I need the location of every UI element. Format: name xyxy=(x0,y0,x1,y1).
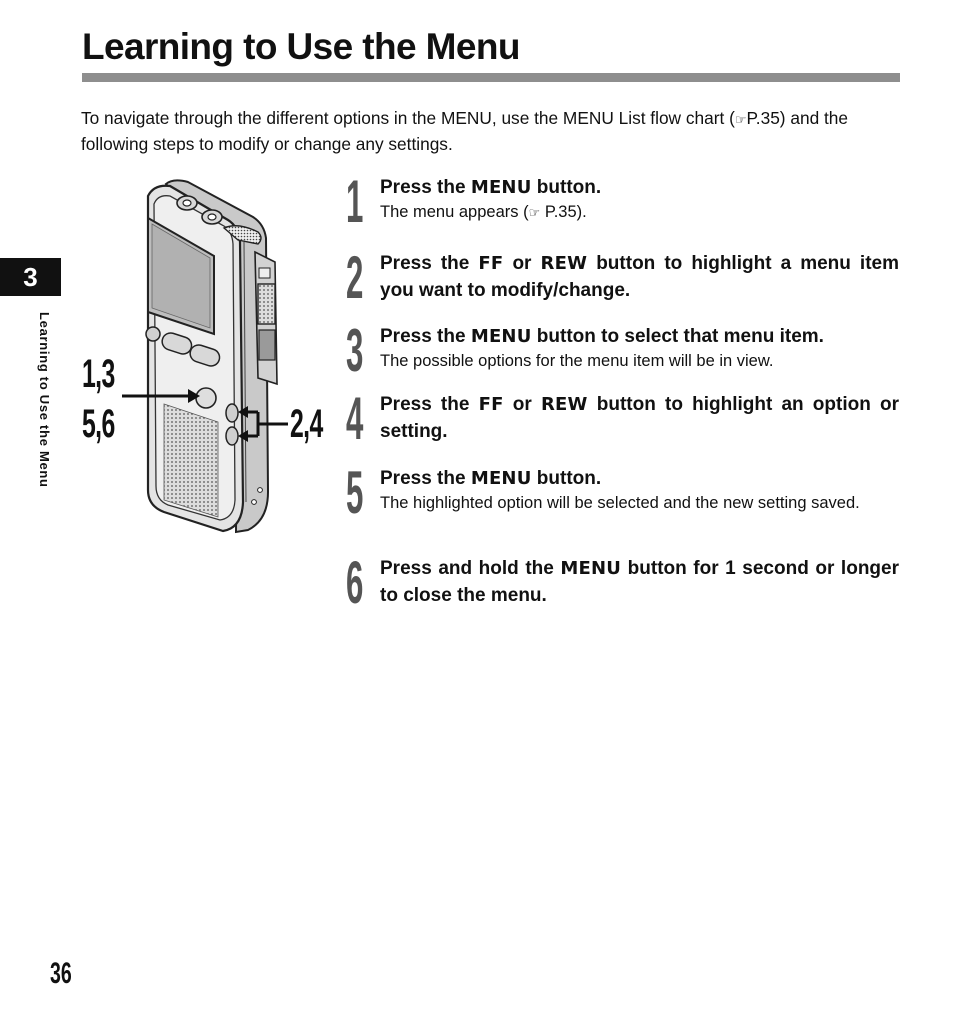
chapter-side-label: Learning to Use the Menu xyxy=(37,312,52,488)
callout-steps-5-6: 5,6 xyxy=(82,402,115,446)
step-heading-text: button to highlight a menu item you want to modify/change. xyxy=(380,253,900,301)
step-number: 4 xyxy=(346,385,364,452)
step-heading xyxy=(380,555,899,609)
step-number: 5 xyxy=(346,459,364,526)
step-note: The highlighted option will be selected and the new setting saved. xyxy=(380,494,860,512)
step-number: 6 xyxy=(346,549,364,616)
page-title: Learning to Use the Menu xyxy=(82,26,520,67)
step-note: The possible options for the menu item will be in view. xyxy=(380,352,774,370)
recorder-figure xyxy=(78,172,340,537)
step-heading xyxy=(380,391,899,445)
button-keyword-menu: MENU xyxy=(470,177,532,198)
step-heading-text: or xyxy=(503,253,541,274)
step-heading-text: Press the xyxy=(380,326,471,347)
button-keyword-ff: FF xyxy=(478,253,504,274)
step-heading-text: button to select that menu item. xyxy=(531,326,824,347)
step-note xyxy=(380,201,899,224)
chapter-tab: 3 xyxy=(0,258,61,296)
step-heading-text: Press the xyxy=(380,177,471,198)
step-heading-text: button for 1 second or longer to close the menu. xyxy=(380,558,899,606)
step-heading-text: button. xyxy=(531,177,602,198)
step-heading-text: Press the xyxy=(380,253,479,274)
step-number: 3 xyxy=(346,317,364,384)
step-note-end: P.35). xyxy=(540,203,587,221)
button-keyword-menu: MENU xyxy=(470,468,532,489)
step-heading-text: Press and hold the xyxy=(380,558,561,579)
voice-recorder-illustration xyxy=(78,172,340,537)
intro-paragraph xyxy=(81,106,901,156)
step-number: 2 xyxy=(346,244,364,311)
step-heading-text: Press the xyxy=(380,468,471,489)
page-number: 36 xyxy=(50,957,72,990)
step-heading xyxy=(380,465,899,492)
step-number: 1 xyxy=(346,168,364,235)
step-heading-text: button. xyxy=(531,468,602,489)
intro-text-start: To navigate through the different options in the MENU, use the MENU List flow chart ( xyxy=(81,108,735,128)
button-keyword-menu: MENU xyxy=(560,558,622,579)
step-heading-text: or xyxy=(503,394,541,415)
step-heading xyxy=(380,250,899,304)
button-keyword-rew: REW xyxy=(540,253,588,274)
step-heading-text: Press the xyxy=(380,394,479,415)
button-keyword-ff: FF xyxy=(478,394,504,415)
callout-steps-1-3: 1,3 xyxy=(82,352,115,396)
pointing-hand-icon: ☞ xyxy=(528,205,541,220)
step-note-start: The menu appears ( xyxy=(380,203,529,221)
callout-steps-2-4: 2,4 xyxy=(290,402,323,446)
intro-text-end: P.35) and the following steps to modify or change any settings. xyxy=(81,108,849,154)
button-keyword-menu: MENU xyxy=(470,326,532,347)
pointing-hand-icon: ☞ xyxy=(734,112,747,127)
step-heading xyxy=(380,174,899,201)
step-heading-text: button to highlight an option or setting. xyxy=(380,394,899,442)
title-rule xyxy=(82,73,900,82)
button-keyword-rew: REW xyxy=(540,394,588,415)
step-heading xyxy=(380,323,899,350)
